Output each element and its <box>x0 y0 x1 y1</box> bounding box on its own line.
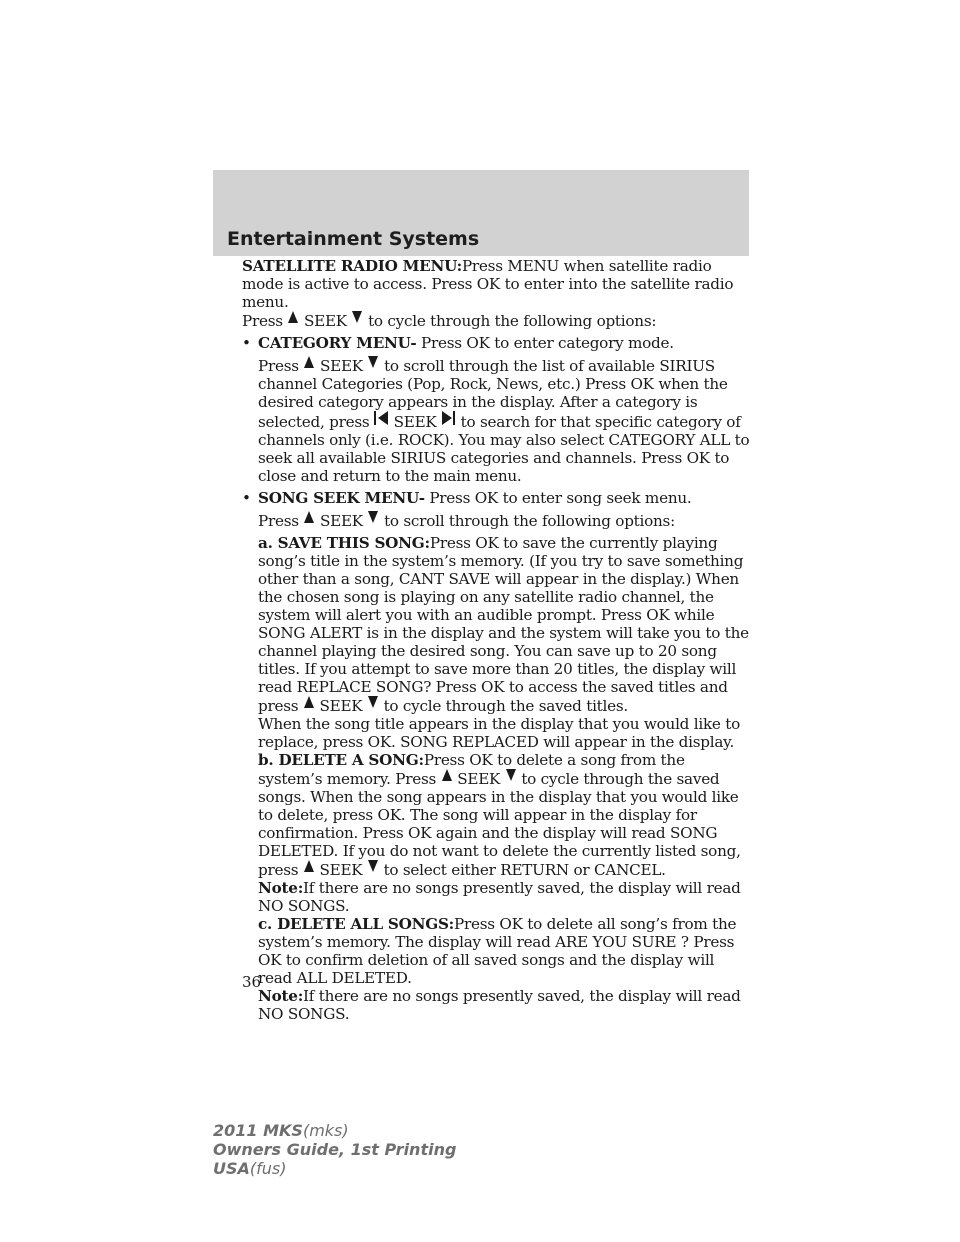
section-header-bar <box>213 170 749 256</box>
print-footer <box>213 1121 456 1178</box>
delete-a-song-heading: b. DELETE A SONG: <box>258 751 424 769</box>
song-seek-line: Press SEEK to scroll through the following options: <box>258 512 675 530</box>
footer-line-model: 2011 MKS(mks) <box>213 1121 349 1140</box>
seek-down-arrow-icon <box>506 769 516 781</box>
song-replace-paragraph: When the song title appears in the display that you would like to replace, press OK. SONG REPLACED will appear in the display. <box>258 715 740 751</box>
note-paragraph: Note:If there are no songs presently saved, the display will read NO SONGS. <box>258 879 741 915</box>
seek-control: SEEK <box>303 696 379 715</box>
delete-all-songs-heading: c. DELETE ALL SONGS: <box>258 915 455 933</box>
save-this-song-paragraph: a. SAVE THIS SONG:Press OK to save the currently playing song’s title in the system’s memory. (If you try to save something other than a song, CANT SAVE will appear in the display.) When the chosen song is playing on any satellite radio channel, the system will alert you with an audible prompt. Press OK while SONG ALERT is in the display and the system will take you to the channel playing the desired song. You can save up to 20 song titles. If you attempt to save more than 20 titles, the display will read REPLACE SONG? Press OK to access the saved titles and press SEEK to cycle through the saved titles. <box>258 534 749 715</box>
seek-control: SEEK <box>303 356 379 375</box>
seek-control: SEEK <box>303 860 379 879</box>
seek-up-arrow-icon <box>304 356 314 368</box>
page-number: 36 <box>242 973 262 991</box>
note-label: Note: <box>258 987 304 1005</box>
seek-up-arrow-icon <box>304 696 314 708</box>
seek-down-arrow-icon <box>368 696 378 708</box>
seek-down-arrow-icon <box>368 356 378 368</box>
note-paragraph: Note:If there are no songs presently saved, the display will read NO SONGS. <box>258 987 741 1023</box>
bullet: • <box>242 334 251 352</box>
delete-all-songs-paragraph: c. DELETE ALL SONGS:Press OK to delete all song’s from the system’s memory. The display will read ARE YOU SURE ? Press OK to confirm deletion of all saved songs and the display will read ALL DELETED. <box>258 915 737 987</box>
seek-up-arrow-icon <box>288 311 298 323</box>
seek-up-arrow-icon <box>304 511 314 523</box>
footer-line-region: USA(fus) <box>213 1159 287 1178</box>
satellite-seek-line: Press SEEK to cycle through the following options: <box>242 312 657 330</box>
seek-control: SEEK <box>441 769 517 788</box>
seek-skip-control: SEEK <box>374 411 456 431</box>
seek-up-arrow-icon <box>442 769 452 781</box>
skip-forward-icon <box>442 411 452 425</box>
seek-control: SEEK <box>303 511 379 530</box>
seek-down-arrow-icon <box>368 860 378 872</box>
category-menu-item: • CATEGORY MENU- Press OK to enter category mode. <box>242 334 674 352</box>
footer-line-guide: Owners Guide, 1st Printing <box>213 1140 457 1159</box>
seek-down-arrow-icon <box>352 311 362 323</box>
save-this-song-heading: a. SAVE THIS SONG: <box>258 534 430 552</box>
seek-down-arrow-icon <box>368 511 378 523</box>
note-label: Note: <box>258 879 304 897</box>
song-seek-menu-heading: SONG SEEK MENU- <box>258 489 425 507</box>
skip-back-icon <box>378 411 388 425</box>
category-seek-paragraph: Press SEEK to scroll through the list of available SIRIUS channel Categories (Pop, Rock, News, etc.) Press OK when the desired category appears in the display. After a category is selected, press SEEK to search for that specific category of channels only (i.e. ROCK). You may also select CATEGORY ALL to seek all available SIRIUS categories and channels. Press OK to close and return to the main menu. <box>258 357 750 485</box>
delete-a-song-paragraph: b. DELETE A SONG:Press OK to delete a song from the system’s memory. Press SEEK to cycle through the saved songs. When the song appears in the display that you would like to delete, press OK. The song will appear in the display for confirmation. Press OK again and the display will read SONG DELETED. If you do not want to delete the currently listed song, press SEEK to select either RETURN or CANCEL. <box>258 751 741 879</box>
category-menu-heading: CATEGORY MENU- <box>258 334 417 352</box>
seek-control: SEEK <box>287 311 363 330</box>
seek-up-arrow-icon <box>304 860 314 872</box>
bullet: • <box>242 489 251 507</box>
section-title: Entertainment Systems <box>227 228 480 250</box>
song-seek-menu-item: • SONG SEEK MENU- Press OK to enter song seek menu. <box>242 489 692 507</box>
satellite-radio-menu-heading: SATELLITE RADIO MENU: <box>242 257 462 275</box>
satellite-radio-menu-intro: SATELLITE RADIO MENU:Press MENU when satellite radio mode is active to access. Press OK to enter into the satellite radio menu. <box>242 257 734 311</box>
page-content <box>242 257 750 1023</box>
